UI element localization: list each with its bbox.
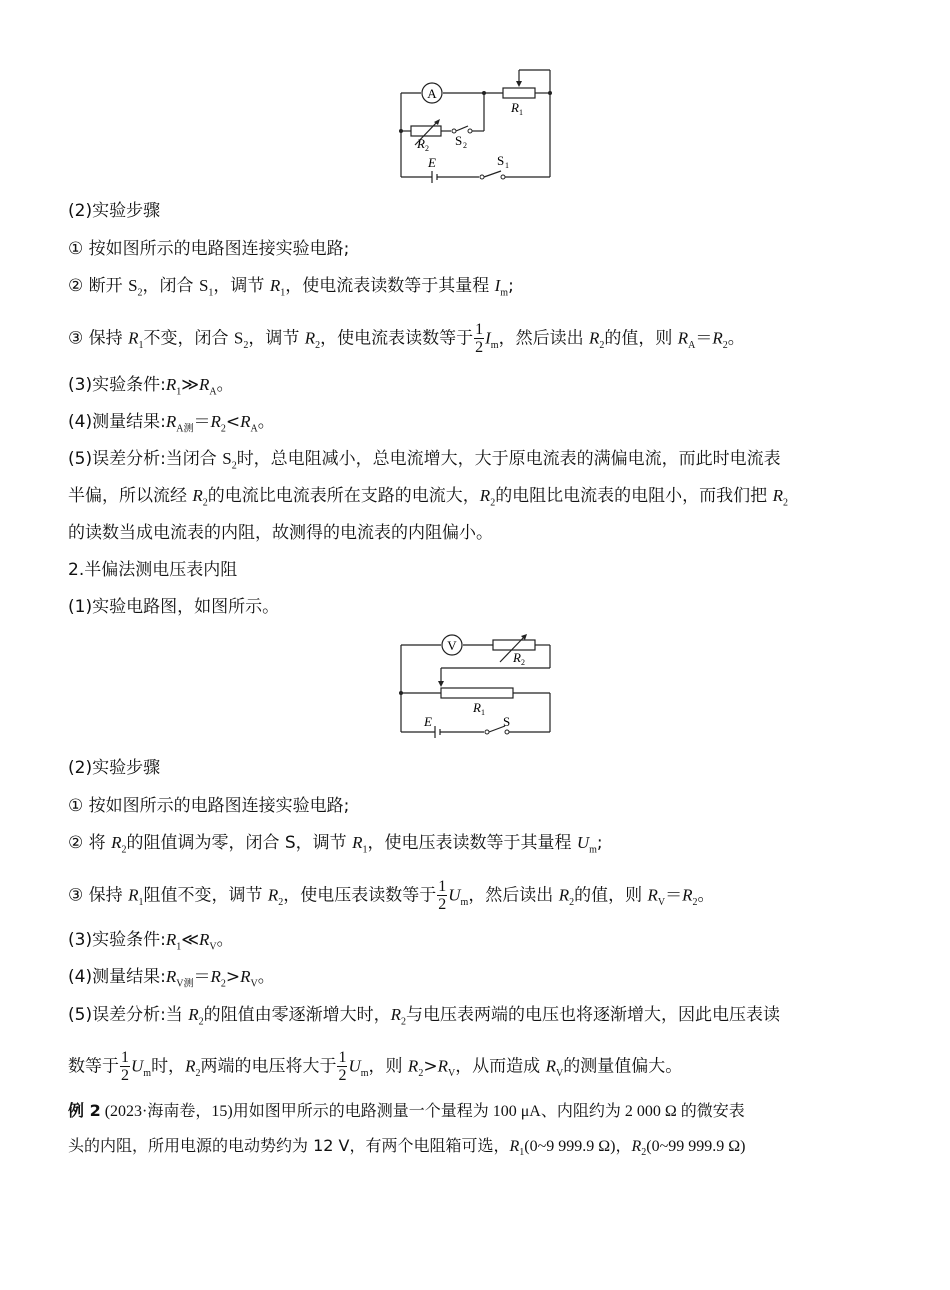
example-label: 例 2 [68,1101,101,1120]
sec1-result: (4)测量结果$:R_{A测}=R_2<R_A$。 [68,412,275,435]
s2-subscript: 2 [463,141,467,150]
sec2-result: (4)测量结果$:R_{V测}=R_2>R_V$。 [68,967,275,990]
sec1-error-line2: 半偏，所以流经 $R_2$的电流比电流表所在支路的电流大，$R_2$的电阻比电流表的电阻小，而我们把 $R_2$ [68,486,788,509]
sec2-steps-title: (2)实验步骤 [68,758,161,778]
sec1-step1: ① 按如图所示的电路图连接实验电路; [68,239,350,259]
sec1-error-line3: 的读数当成电流表的内阻，故测得的电流表的内阻偏小。 [68,523,493,543]
sec2-error-line2: 数等于 $\frac{1}{2}$ $U_m$时，$R_2$两端的电压将大于 $\frac{1}{2}$ $U_m$，则 $R_2>R_V$，从而造成 $R_V$的测量值偏大。 [68,1049,683,1084]
s2-label: S [455,133,463,148]
sec2-step1: ① 按如图所示的电路图连接实验电路; [68,796,350,816]
sec1-steps-title: (2)实验步骤 [68,201,161,221]
c2-r2-label: R [513,650,521,665]
example-source: (2023·海南卷，15) [100,1103,233,1120]
sec1-step3: ③ 保持 $R_1$不变，闭合 $S_2$，调节 $R_2$，使电流表读数等于 $\frac{1}{2}$ $I_m$，然后读出 $R_2$的值，则 $R_A=R_2$。 [68,321,745,356]
sec1-condition: (3)实验条件$:R_1≫R_A$。 [68,375,234,398]
c2-r1-label: R [473,700,481,715]
sec1-error-line1: (5)误差分析:当闭合 $S_2$时，总电阻减小，总电流增大，大于原电流表的满偏电流，而此时电流表 [68,449,781,472]
voltmeter-label: V [447,638,457,653]
fraction-half: $\frac{1}{2}$ [121,1049,129,1084]
sec2-error-line1: (5)误差分析:当 $R_2$的阻值由零逐渐增大时，$R_2$与电压表两端的电压也将逐渐增大，因此电压表读 [68,1005,780,1028]
c2-r1-subscript: 1 [481,708,485,717]
sec2-title: 2.半偏法测电压表内阻 [68,560,238,580]
fraction-half: $\frac{1}{2}$ [438,878,447,913]
example2-line2: 头的内阻，所用电源的电动势约为 12 V，有两个电阻箱可选，$R_1(0\sim 9$ 999.9 Ω)，$R_2(0\sim 99$ 999.9 Ω) [68,1136,746,1159]
circuit-diagram-voltmeter-half-deflection [395,630,560,742]
c2-r2-subscript: 2 [521,658,525,667]
sec2-condition: (3)实验条件$:R_1≪R_V$。 [68,930,234,953]
circuit-diagram-ammeter-half-deflection [395,65,560,185]
c2-switch-label: S [503,714,511,729]
sec2-figure-caption: (1)实验电路图，如图所示。 [68,597,280,617]
c2-emf-label: E [424,714,432,729]
fraction-half: $\frac{1}{2}$ [475,321,484,356]
ammeter-label: A [427,86,437,101]
fraction-half: $\frac{1}{2}$ [338,1049,347,1084]
sec2-step2: ② 将 $R_2$的阻值调为零，闭合 S，调节 $R_1$，使电压表读数等于其量程 $U_m$; [68,833,603,856]
sec2-step3: ③ 保持 $R_1$阻值不变，调节 $R_2$，使电压表读数等于 $\frac{1}{2}$ $U_m$，然后读出 $R_2$的值，则 $R_V=R_2$。 [68,878,715,913]
r2-label: R [417,136,425,151]
emf-label: E [428,155,436,170]
s1-subscript: 1 [505,161,509,170]
r1-label: R [511,100,519,115]
sec1-step2: ② 断开 $S_2$，闭合 $S_1$，调节 $R_1$，使电流表读数等于其量程 $I_m$; [68,276,514,299]
r2-subscript: 2 [425,144,429,153]
s1-label: S [497,153,505,168]
r1-subscript: 1 [519,108,523,117]
example2-line1: 例 2 (2023·海南卷，15)用如图甲所示的电路测量一个量程为 100 μA、内阻约为 2 000 Ω 的微安表 [68,1101,745,1120]
